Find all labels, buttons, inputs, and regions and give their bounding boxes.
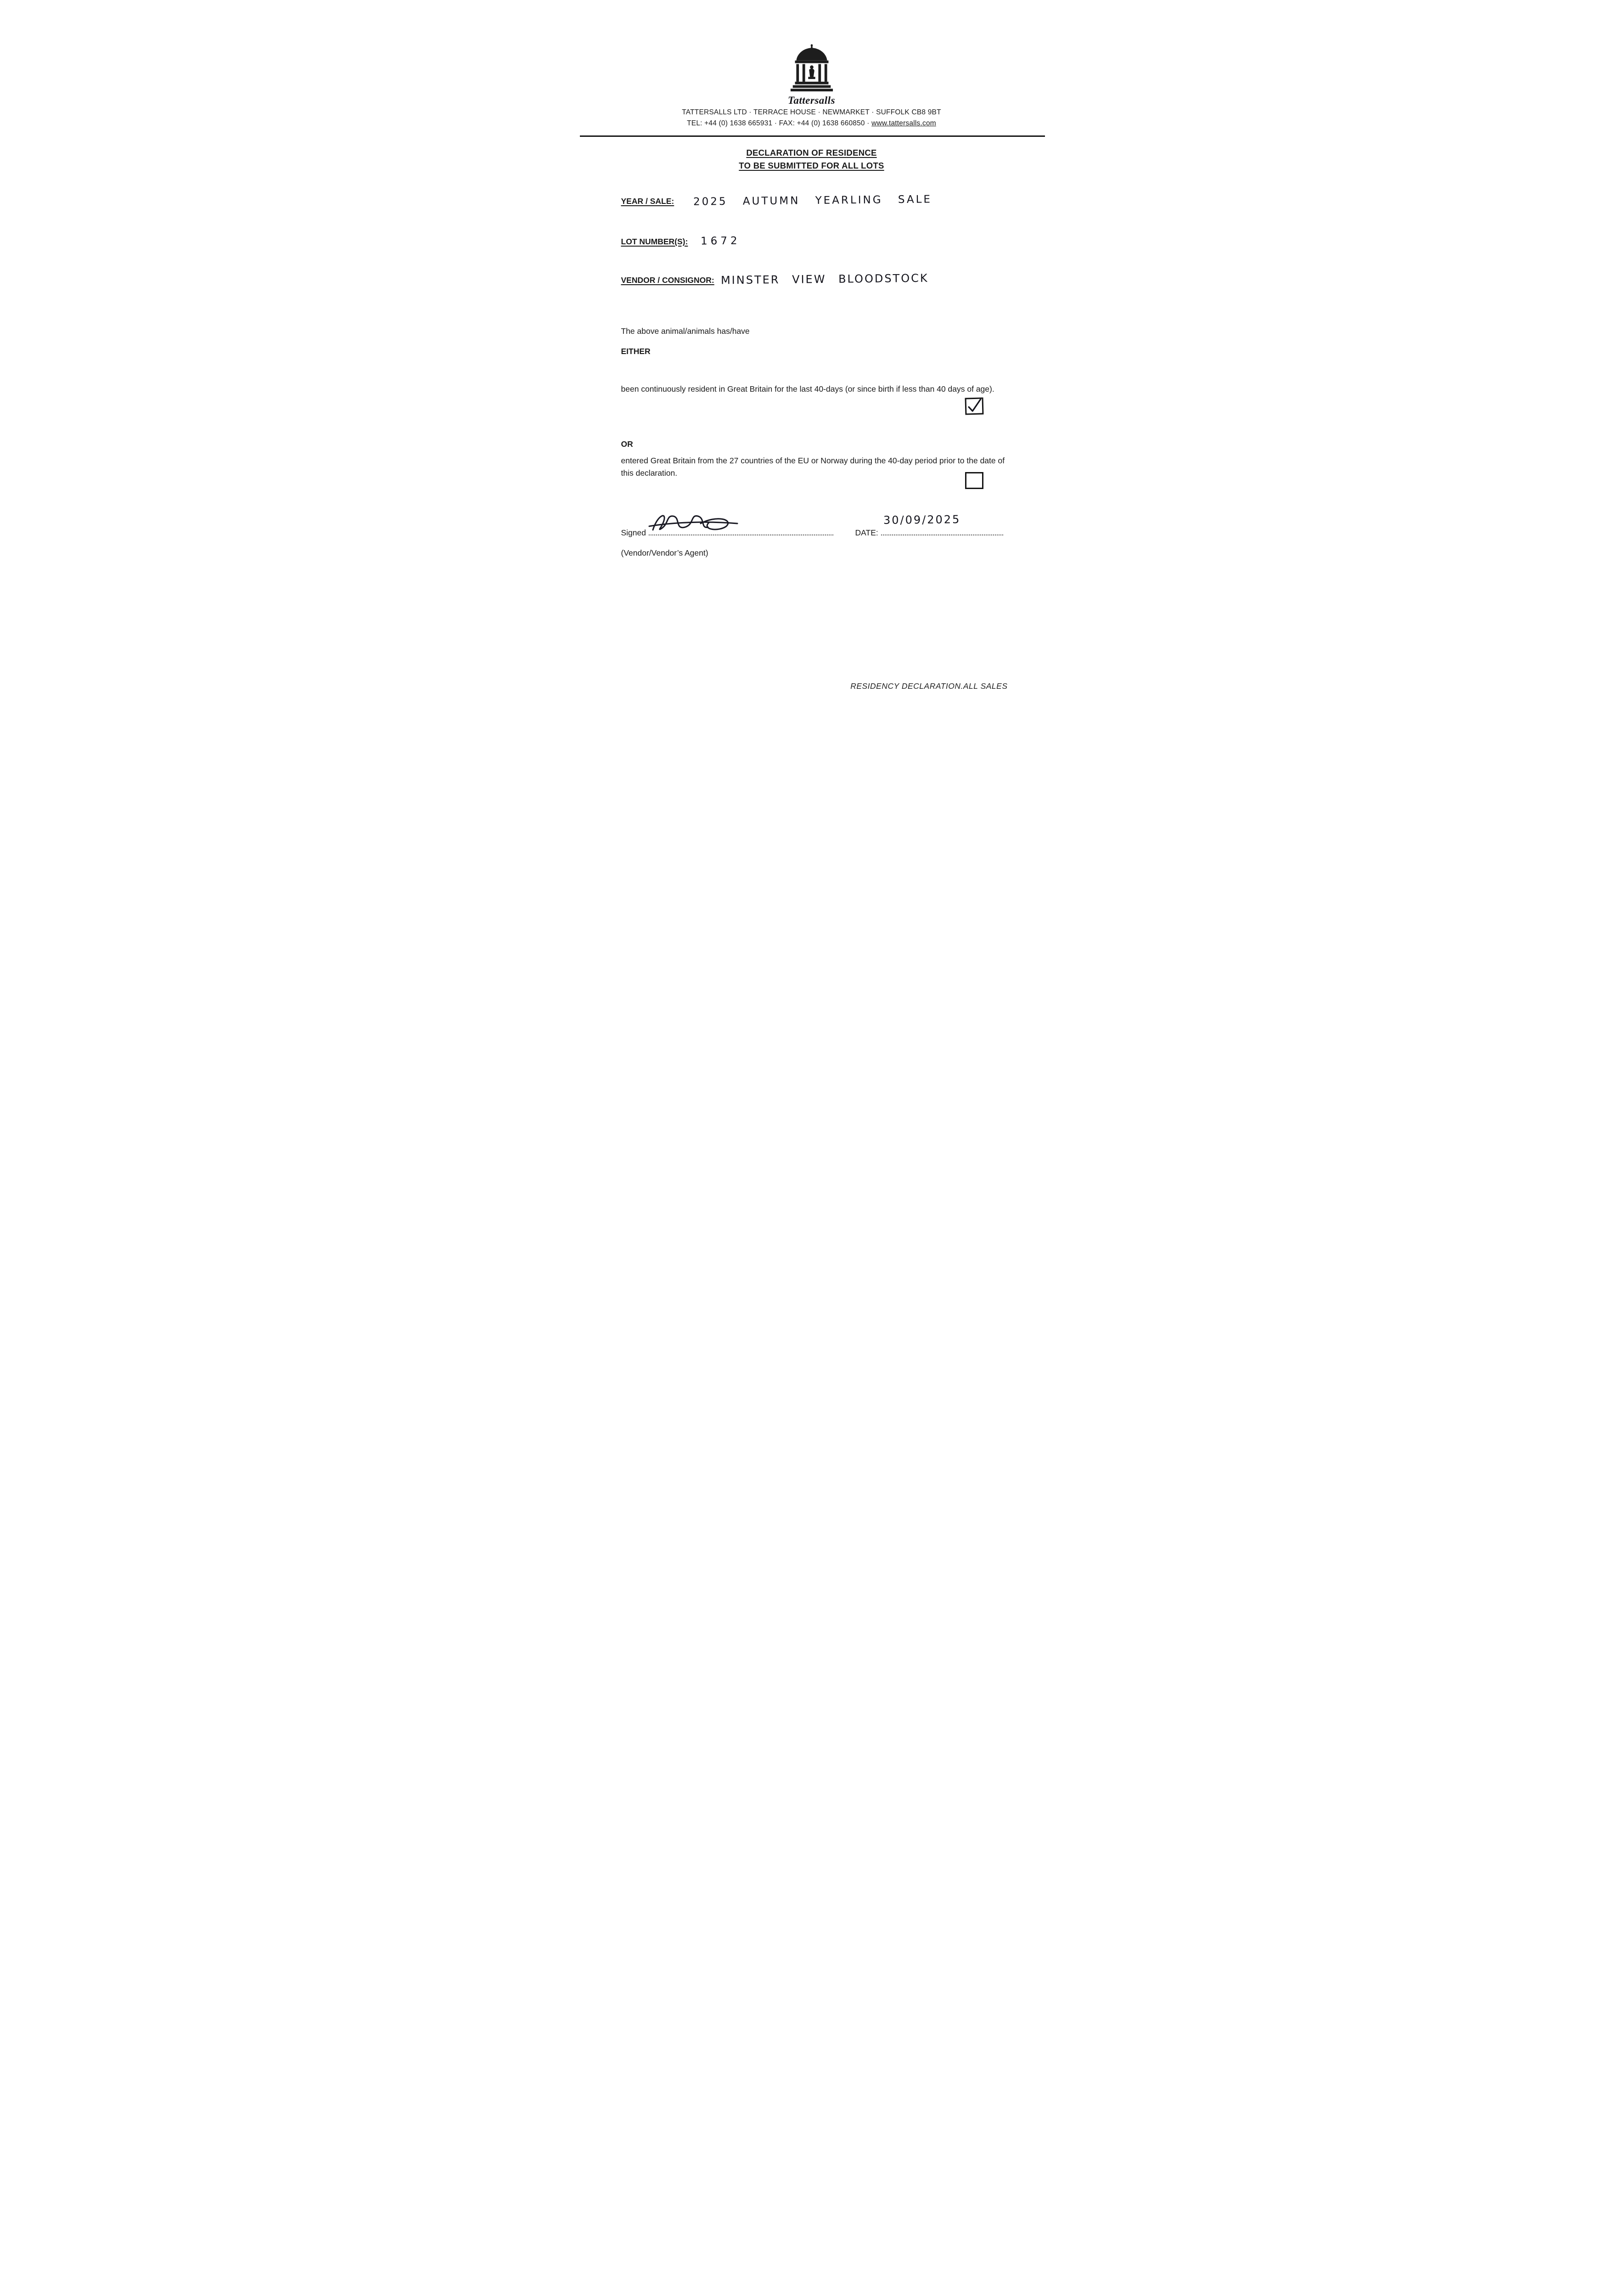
year-sale-handwritten-value: 2025 AUTUMN YEARLING SALE	[693, 193, 932, 208]
option2-checkbox	[965, 472, 983, 489]
checkmark-icon	[965, 397, 983, 416]
date-label: DATE:	[855, 528, 878, 537]
document-subtitle: TO BE SUBMITTED FOR ALL LOTS	[739, 161, 884, 170]
lot-numbers-handwritten-value: 1672	[701, 235, 741, 248]
option1-text: been continuously resident in Great Britain for the last 40-days (or since birth if less than 40 days of age).	[621, 384, 994, 394]
brand-wordmark: Tattersalls	[787, 95, 836, 106]
footer-reference-text: RESIDENCY DECLARATION.ALL SALES	[850, 681, 1008, 691]
tattersalls-rotunda-logo	[790, 44, 834, 95]
lot-numbers-label: LOT NUMBER(S):	[621, 237, 688, 246]
intro-text: The above animal/animals has/have	[621, 326, 750, 336]
signed-label: Signed	[621, 528, 646, 537]
header-divider	[580, 135, 1045, 137]
date-dotted-line	[881, 526, 1003, 535]
address-line: TATTERSALLS LTD · TERRACE HOUSE · NEWMARKET · SUFFOLK CB8 9BT	[682, 108, 941, 116]
vendor-consignor-field	[621, 273, 929, 286]
year-sale-field	[621, 195, 932, 207]
either-label: EITHER	[621, 347, 651, 356]
vendor-consignor-handwritten-value: MINSTER VIEW BLOODSTOCK	[720, 271, 929, 287]
option2-text: entered Great Britain from the 27 countries of the EU or Norway during the 40-day period prior to the date of this declaration.	[621, 456, 1005, 478]
website-link: www.tattersalls.com	[871, 119, 936, 127]
handwritten-signature	[646, 509, 742, 537]
contact-line	[559, 119, 1064, 128]
vendor-consignor-label: VENDOR / CONSIGNOR:	[621, 276, 714, 285]
tel-fax-text: TEL: +44 (0) 1638 665931 · FAX: +44 (0) 1638 660850 ·	[687, 119, 872, 127]
option1-checkbox	[965, 397, 983, 415]
lot-numbers-field	[621, 235, 741, 247]
vendor-agent-note: (Vendor/Vendor’s Agent)	[621, 548, 708, 557]
or-label: OR	[621, 439, 633, 449]
date-row	[855, 526, 1003, 538]
document-page	[559, 0, 1064, 715]
year-sale-label: YEAR / SALE:	[621, 197, 674, 206]
document-title: DECLARATION OF RESIDENCE	[746, 148, 877, 158]
date-handwritten-value: 30/09/2025	[883, 513, 960, 527]
